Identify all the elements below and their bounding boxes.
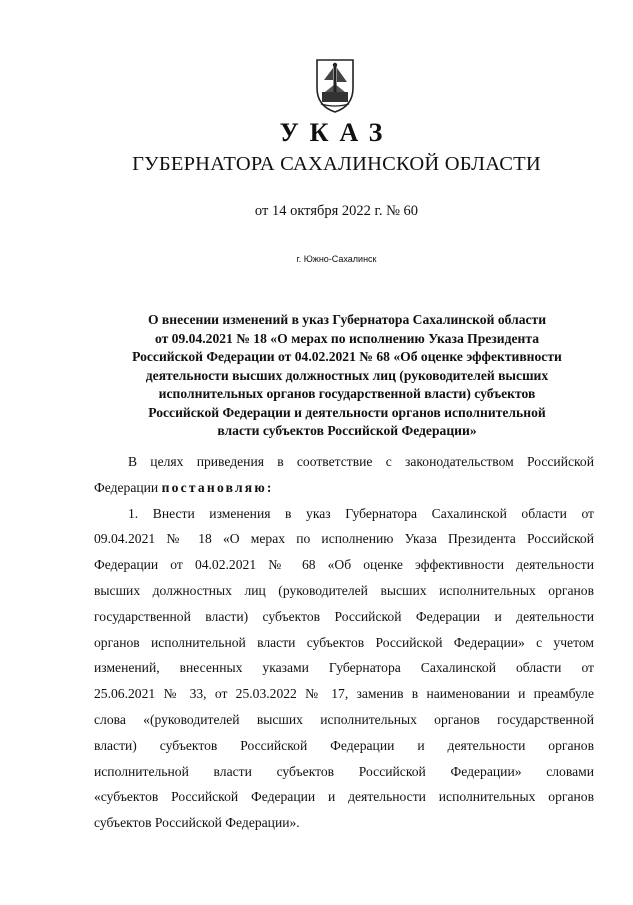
item-line: 1. Внести изменения в указ Губернатора Сахалинской области от	[128, 505, 594, 521]
title-line: исполнительных органов государственной власти) субъектов	[158, 386, 536, 401]
item-line: субъектов Российской Федерации».	[94, 815, 300, 831]
item-line: «субъектов Российской Федерации и деятельности исполнительных органов	[94, 789, 594, 805]
item-line: органов исполнительной власти субъектов Российской Федерации» с учетом	[94, 634, 594, 650]
title-line: О внесении изменений в указ Губернатора Сахалинской области	[147, 312, 547, 327]
item-line: государственной власти) субъектов Российской Федерации и деятельности	[94, 608, 594, 624]
item-line: изменений, внесенных указами Губернатора Сахалинской области от	[94, 660, 594, 676]
item-line: исполнительной власти субъектов Российской Федерации» словами	[94, 763, 594, 779]
title-line: Российской Федерации и деятельности органов исполнительной	[148, 404, 546, 420]
decree-title	[110, 311, 584, 441]
item-line: слова «(руководителей высших исполнительных органов государственной	[94, 711, 594, 727]
item-line: Федерации от 04.02.2021 № 68 «Об оценке эффективности деятельности	[94, 557, 594, 573]
issuer-heading: ГУБЕРНАТОРА САХАЛИНСКОЙ ОБЛАСТИ	[132, 153, 541, 175]
decree-city: г. Южно-Сахалинск	[296, 254, 377, 264]
item-line: власти) субъектов Российской Федерации и деятельности органов	[94, 737, 594, 753]
title-line: власти субъектов Российской Федерации»	[217, 423, 477, 438]
item-line: 09.04.2021 № 18 «О мерах по исполнению Указа Президента Российской	[94, 531, 594, 547]
sakhalin-coat-of-arms-icon	[313, 58, 357, 114]
resolution-keyword: постановляю:	[161, 479, 274, 495]
decree-heading: УКАЗ	[279, 118, 394, 147]
preamble-line: В целях приведения в соответствие с законодательством Российской	[128, 454, 594, 469]
title-line: деятельности высших должностных лиц (руководителей высших	[145, 367, 549, 383]
item-line: 25.06.2021 № 33, от 25.03.2022 № 17, заменив в наименовании и преамбуле	[94, 686, 594, 702]
decree-body	[94, 449, 594, 836]
item-line: высших должностных лиц (руководителей высших исполнительных органов	[94, 582, 594, 598]
title-line: от 09.04.2021 № 18 «О мерах по исполнению Указа Президента	[154, 330, 539, 346]
title-line: Российской Федерации от 04.02.2021 № 68 «Об оценке эффективности	[132, 349, 562, 364]
preamble-line	[94, 475, 594, 501]
preamble-prefix: Федерации	[94, 479, 162, 495]
decree-date-number: от 14 октября 2022 г. № 60	[254, 203, 419, 219]
